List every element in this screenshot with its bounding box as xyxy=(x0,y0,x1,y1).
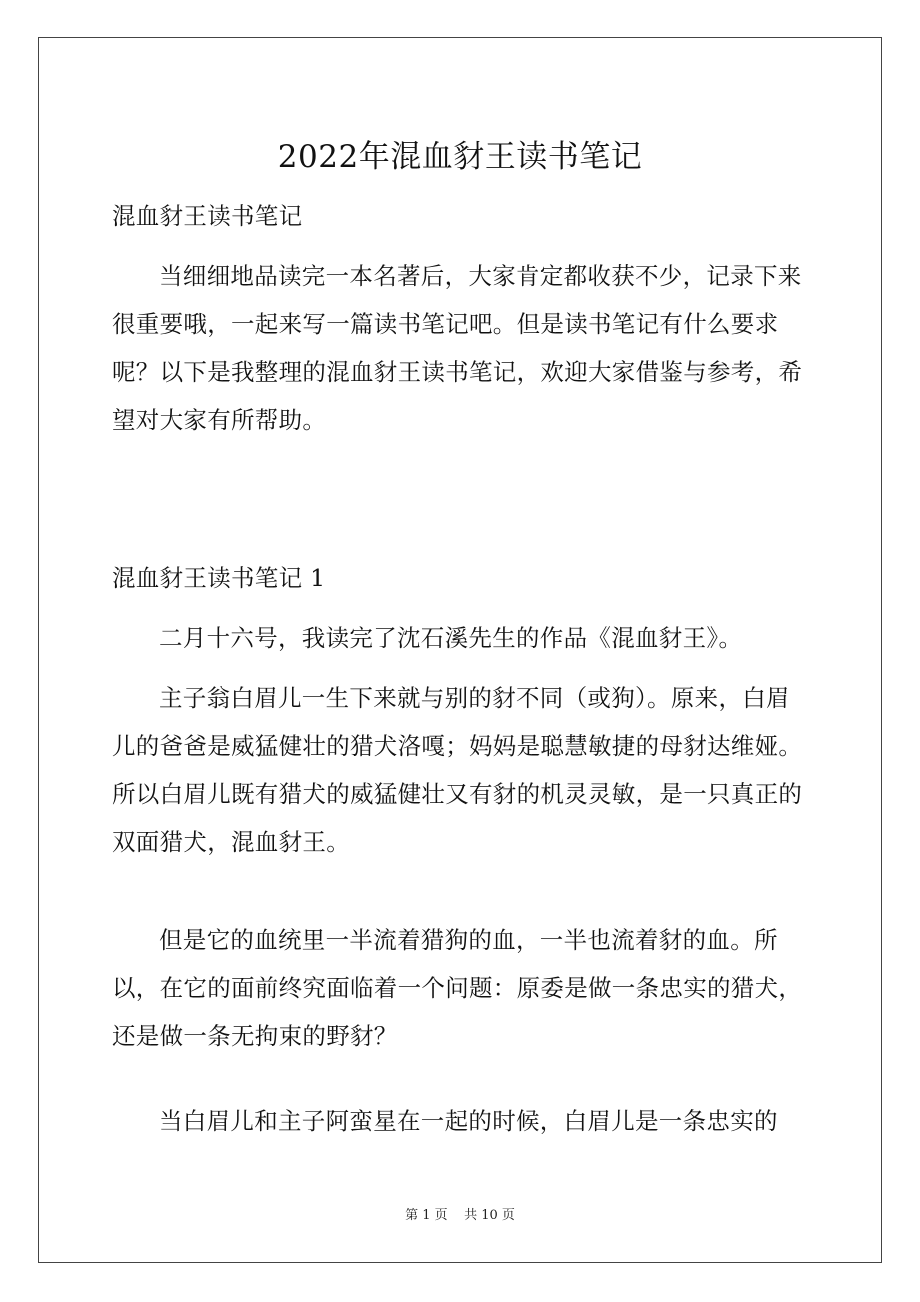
body-paragraph: 但是它的血统里一半流着猎狗的血，一半也流着豺的血。所以，在它的面前终究面临着一个问题：原委是做一条忠实的猎犬，还是做一条无拘束的野豺？ xyxy=(112,926,803,1050)
document-title: 2022年混血豺王读书笔记 xyxy=(277,138,643,175)
section-heading-1: 混血豺王读书笔记 1 xyxy=(112,564,326,592)
intro-paragraph: 当细细地品读完一本名著后，大家肯定都收获不少，记录下来很重要哦，一起来写一篇读书笔记吧。但是读书笔记有什么要求呢？以下是我整理的混血豺王读书笔记，欢迎大家借鉴与参考，希望对大家有所帮助。 xyxy=(112,262,803,434)
body-paragraph: 当白眉儿和主子阿蛮星在一起的时候，白眉儿是一条忠实的 xyxy=(159,1107,778,1135)
body-paragraph: 主子翁白眉儿一生下来就与别的豺不同（或狗）。原来，白眉儿的爸爸是威猛健壮的猎犬洛嘎；妈妈是聪慧敏捷的母豺达维娅。所以白眉儿既有猎犬的威猛健壮又有豺的机灵灵敏，是一只真正的双面猎犬，混血豺王。 xyxy=(112,684,803,856)
page-number-footer: 第 1 页 共 10 页 xyxy=(405,1208,515,1223)
body-paragraph: 二月十六号，我读完了沈石溪先生的作品《混血豺王》。 xyxy=(159,624,743,652)
document-subtitle: 混血豺王读书笔记 xyxy=(112,202,303,230)
